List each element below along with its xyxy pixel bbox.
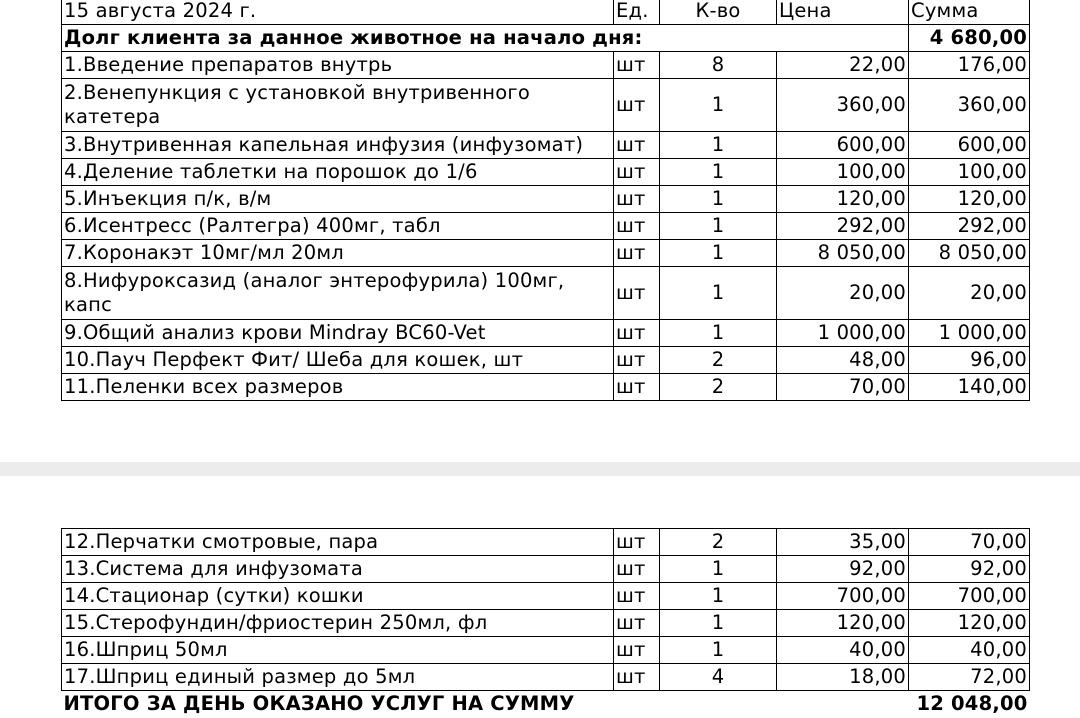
item-price: 360,00 (777, 79, 909, 132)
item-qty: 1 (660, 637, 777, 664)
item-qty: 1 (660, 556, 777, 583)
table-row (62, 240, 1030, 267)
debt-label: Долг клиента за данное животное на начало дня: (62, 25, 909, 52)
item-unit: шт (614, 529, 660, 556)
item-unit: шт (614, 374, 660, 401)
table-row (62, 79, 1030, 132)
item-qty: 1 (660, 583, 777, 610)
item-price: 22,00 (777, 52, 909, 79)
item-name: 8.Нифуроксазид (аналог энтерофурила) 100мг, капс (62, 267, 614, 320)
item-sum: 140,00 (909, 374, 1030, 401)
column-header-price: Цена (777, 0, 909, 25)
item-sum: 120,00 (909, 610, 1030, 637)
item-name: 12.Перчатки смотровые, пара (62, 529, 614, 556)
item-qty: 1 (660, 267, 777, 320)
item-qty: 1 (660, 240, 777, 267)
item-unit: шт (614, 267, 660, 320)
item-unit: шт (614, 347, 660, 374)
item-price: 700,00 (777, 583, 909, 610)
item-price: 20,00 (777, 267, 909, 320)
table-row (62, 556, 1030, 583)
item-qty: 1 (660, 186, 777, 213)
table-row (62, 320, 1030, 347)
item-price: 600,00 (777, 132, 909, 159)
item-name: 15.Стерофундин/фриостерин 250мл, фл (62, 610, 614, 637)
table-row (62, 374, 1030, 401)
item-sum: 92,00 (909, 556, 1030, 583)
total-value: 12 048,00 (916, 692, 1028, 716)
services-table-part-1 (61, 0, 1030, 401)
item-name: 3.Внутривенная капельная инфузия (инфузомат) (62, 132, 614, 159)
table-row (62, 159, 1030, 186)
item-price: 70,00 (777, 374, 909, 401)
table-row (62, 52, 1030, 79)
document-date: 15 августа 2024 г. (62, 0, 614, 25)
item-unit: шт (614, 79, 660, 132)
item-name: 14.Стационар (сутки) кошки (62, 583, 614, 610)
item-price: 18,00 (777, 664, 909, 691)
item-sum: 700,00 (909, 583, 1030, 610)
item-name: 5.Инъекция п/к, в/м (62, 186, 614, 213)
table-row (62, 186, 1030, 213)
table-row (62, 347, 1030, 374)
table-row (62, 132, 1030, 159)
item-sum: 176,00 (909, 52, 1030, 79)
item-unit: шт (614, 610, 660, 637)
item-price: 120,00 (777, 186, 909, 213)
item-name: 2.Венепункция с установкой внутривенного катетера (62, 79, 614, 132)
column-header-unit: Ед. (614, 0, 660, 25)
item-unit: шт (614, 132, 660, 159)
table-header-row (62, 0, 1030, 25)
item-qty: 1 (660, 159, 777, 186)
item-price: 292,00 (777, 213, 909, 240)
item-qty: 1 (660, 610, 777, 637)
item-unit: шт (614, 52, 660, 79)
item-name: 7.Коронакэт 10мг/мл 20мл (62, 240, 614, 267)
item-name: 13.Система для инфузомата (62, 556, 614, 583)
item-sum: 292,00 (909, 213, 1030, 240)
services-table-part-2 (61, 528, 1030, 718)
item-price: 40,00 (777, 637, 909, 664)
item-qty: 2 (660, 347, 777, 374)
table-row (62, 267, 1030, 320)
item-qty: 2 (660, 374, 777, 401)
item-name: 4.Деление таблетки на порошок до 1/6 (62, 159, 614, 186)
item-sum: 100,00 (909, 159, 1030, 186)
item-unit: шт (614, 320, 660, 347)
item-sum: 20,00 (909, 267, 1030, 320)
page-separator (0, 462, 1080, 476)
item-qty: 1 (660, 320, 777, 347)
item-unit: шт (614, 664, 660, 691)
item-price: 92,00 (777, 556, 909, 583)
total-label: ИТОГО ЗА ДЕНЬ ОКАЗАНО УСЛУГ НА СУММУ (63, 692, 575, 716)
table-row (62, 529, 1030, 556)
item-sum: 1 000,00 (909, 320, 1030, 347)
item-sum: 40,00 (909, 637, 1030, 664)
item-price: 8 050,00 (777, 240, 909, 267)
item-name: 16.Шприц 50мл (62, 637, 614, 664)
item-price: 1 000,00 (777, 320, 909, 347)
item-name: 11.Пеленки всех размеров (62, 374, 614, 401)
table-row (62, 213, 1030, 240)
item-name: 9.Общий анализ крови Mindray BC60-Vet (62, 320, 614, 347)
item-unit: шт (614, 213, 660, 240)
item-sum: 360,00 (909, 79, 1030, 132)
item-qty: 8 (660, 52, 777, 79)
debt-value: 4 680,00 (909, 25, 1030, 52)
table-row (62, 610, 1030, 637)
item-unit: шт (614, 583, 660, 610)
table-row (62, 637, 1030, 664)
item-unit: шт (614, 556, 660, 583)
item-unit: шт (614, 159, 660, 186)
item-sum: 70,00 (909, 529, 1030, 556)
item-name: 17.Шприц единый размер до 5мл (62, 664, 614, 691)
item-sum: 600,00 (909, 132, 1030, 159)
item-sum: 120,00 (909, 186, 1030, 213)
column-header-sum: Сумма (909, 0, 1030, 25)
total-row (62, 691, 1030, 718)
item-qty: 2 (660, 529, 777, 556)
item-price: 120,00 (777, 610, 909, 637)
item-price: 35,00 (777, 529, 909, 556)
item-sum: 96,00 (909, 347, 1030, 374)
item-name: 1.Введение препаратов внутрь (62, 52, 614, 79)
column-header-qty: К-во (660, 0, 777, 25)
table-row (62, 664, 1030, 691)
item-unit: шт (614, 186, 660, 213)
item-name: 6.Исентресс (Ралтегра) 400мг, табл (62, 213, 614, 240)
item-sum: 8 050,00 (909, 240, 1030, 267)
item-qty: 4 (660, 664, 777, 691)
item-price: 100,00 (777, 159, 909, 186)
debt-row (62, 25, 1030, 52)
table-row (62, 583, 1030, 610)
item-unit: шт (614, 240, 660, 267)
item-qty: 1 (660, 213, 777, 240)
item-unit: шт (614, 637, 660, 664)
item-sum: 72,00 (909, 664, 1030, 691)
item-qty: 1 (660, 132, 777, 159)
item-qty: 1 (660, 79, 777, 132)
item-price: 48,00 (777, 347, 909, 374)
item-name: 10.Пауч Перфект Фит/ Шеба для кошек, шт (62, 347, 614, 374)
